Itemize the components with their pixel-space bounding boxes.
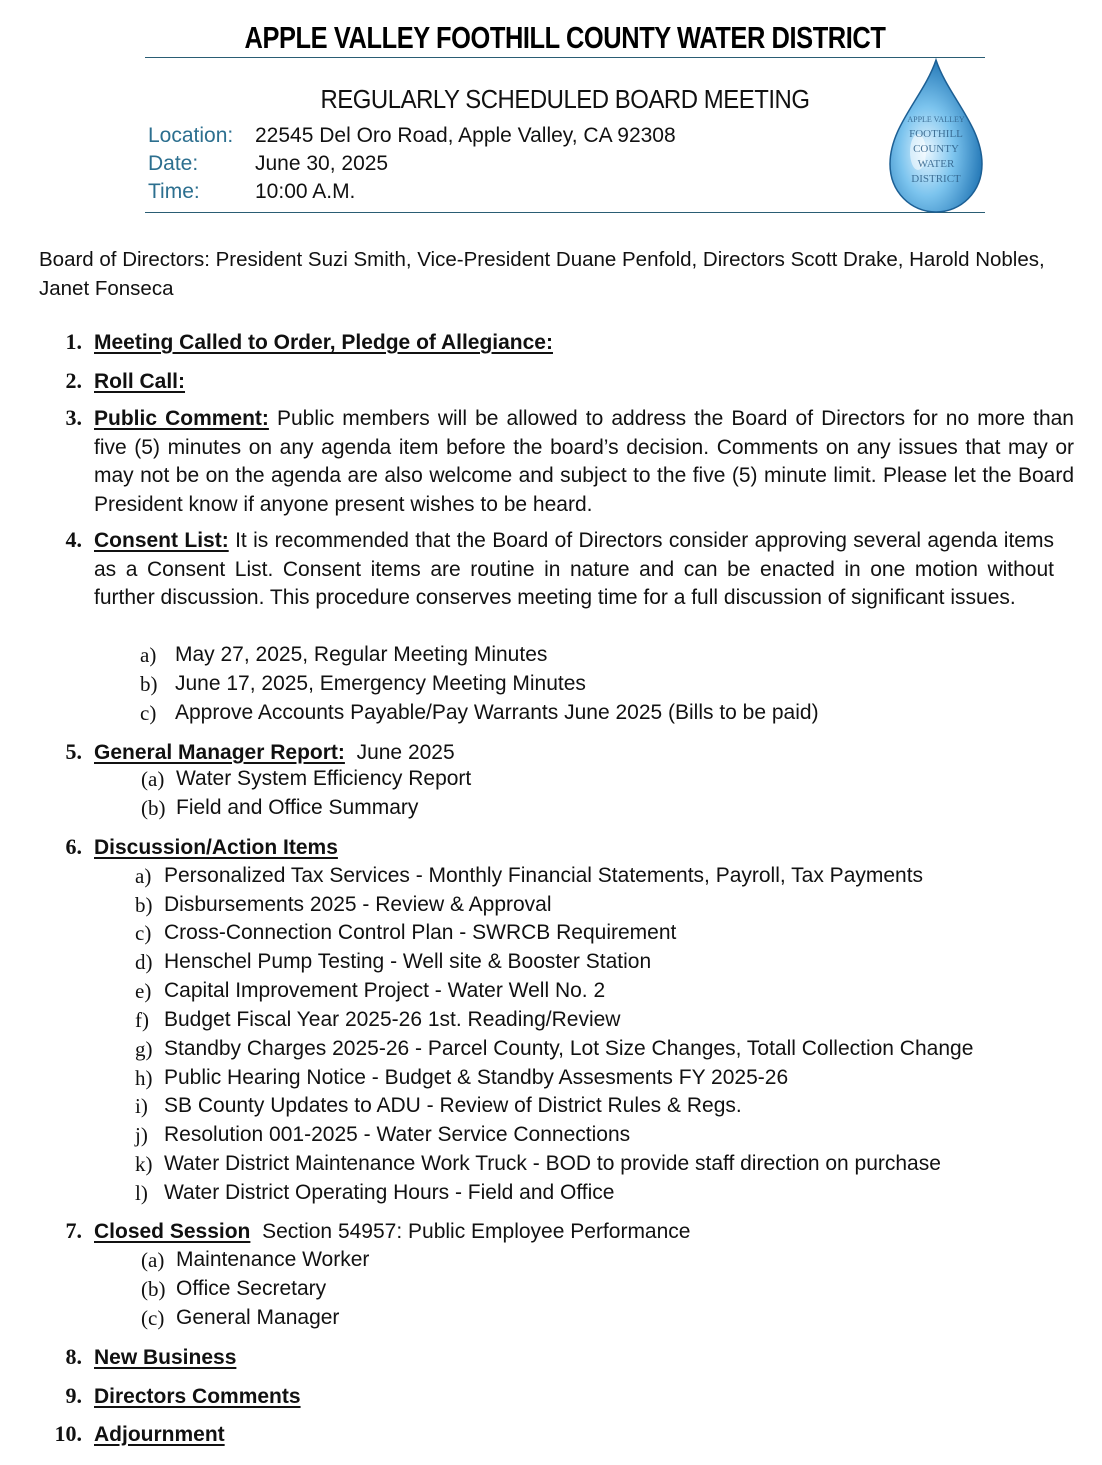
water-drop-logo — [884, 56, 988, 216]
sub-text: Public Hearing Notice - Budget & Standby Assesments FY 2025-26 — [164, 1066, 789, 1089]
sub-label: a) — [140, 643, 157, 667]
sub-text: Field and Office Summary — [176, 796, 419, 819]
sub-text: Disbursements 2025 - Review & Approval — [164, 893, 552, 916]
sub-label: b) — [140, 672, 158, 696]
item-title: Meeting Called to Order, Pledge of Allegiance: — [94, 331, 553, 354]
item-number: 9. — [65, 1383, 82, 1408]
sub-text: General Manager — [176, 1306, 340, 1329]
sub-text: Water System Efficiency Report — [176, 767, 472, 790]
sub-text: Approve Accounts Payable/Pay Warrants June 2025 (Bills to be paid) — [175, 701, 819, 724]
sub-text: SB County Updates to ADU - Review of District Rules & Regs. — [164, 1094, 742, 1117]
location-label: Location: — [148, 124, 234, 147]
item-body — [94, 368, 1074, 397]
sub-label: c) — [135, 921, 152, 945]
item-number: 7. — [65, 1218, 82, 1243]
logo-line-5: DISTRICT — [911, 173, 961, 185]
item-title: Public Comment: — [94, 407, 269, 430]
header-rule-bottom — [145, 212, 985, 213]
sub-text: Water District Operating Hours - Field and Office — [164, 1181, 615, 1204]
sub-text: Office Secretary — [176, 1277, 327, 1300]
item-title: Discussion/Action Items — [94, 836, 338, 859]
item-title: Adjournment — [94, 1423, 225, 1446]
sub-label: j) — [135, 1123, 148, 1147]
item-title: Closed Session — [94, 1220, 251, 1243]
item-body — [94, 1218, 1074, 1247]
time-value: 10:00 A.M. — [255, 180, 356, 203]
sub-text: Capital Improvement Project - Water Well No. 2 — [164, 979, 606, 1002]
item-body — [94, 527, 1054, 613]
item-body — [94, 329, 1074, 358]
item-number: 10. — [54, 1421, 82, 1446]
item-number: 3. — [65, 405, 82, 430]
sub-label: l) — [135, 1181, 148, 1205]
sub-text: June 17, 2025, Emergency Meeting Minutes — [175, 672, 586, 695]
sub-label: h) — [135, 1066, 153, 1090]
item-title: New Business — [94, 1346, 237, 1369]
sub-label: d) — [135, 950, 153, 974]
sub-label: (b) — [141, 1277, 166, 1301]
item-text: Public members will be allowed to address the Board of Directors for no more than five (5) minutes on any agenda item before the board’s decision. Comments on any issues that may or may not be on the agenda are also welcome and subject to the five (5) minute limit. Please let the Board President know if anyone present wishes to be heard. — [94, 407, 1074, 516]
time-label: Time: — [148, 180, 200, 203]
item-text: It is recommended that the Board of Directors consider approving several agenda items as a Consent List. Consent items are routine in nature and can be enacted in one motion without further discussion. This procedure conserves meeting time for a full discussion of significant issues. — [94, 529, 1054, 609]
logo-line-1: APPLE VALLEY — [907, 115, 965, 124]
sub-label: e) — [135, 979, 152, 1003]
sub-label: i) — [135, 1094, 148, 1118]
sub-label: a) — [135, 864, 152, 888]
item-number: 5. — [65, 739, 82, 764]
item-number: 4. — [65, 527, 82, 552]
district-title: APPLE VALLEY FOOTHILL COUNTY WATER DISTRICT — [244, 20, 886, 55]
item-text: June 2025 — [356, 741, 455, 764]
date-label: Date: — [148, 152, 199, 175]
sub-label: g) — [135, 1037, 153, 1061]
header-rule-top — [145, 57, 985, 58]
item-title: Consent List: — [94, 529, 229, 552]
sub-label: (c) — [141, 1306, 165, 1330]
sub-text: Budget Fiscal Year 2025-26 1st. Reading/Review — [164, 1008, 621, 1031]
sub-text: Cross-Connection Control Plan - SWRCB Requirement — [164, 921, 677, 944]
sub-text: May 27, 2025, Regular Meeting Minutes — [175, 643, 548, 666]
sub-label: k) — [135, 1152, 153, 1176]
item-body — [94, 1383, 1074, 1412]
item-title: Roll Call: — [94, 370, 186, 393]
sub-label: c) — [140, 701, 157, 725]
meeting-title: REGULARLY SCHEDULED BOARD MEETING — [320, 84, 810, 114]
sub-label: f) — [135, 1008, 149, 1032]
sub-text: Personalized Tax Services - Monthly Financial Statements, Payroll, Tax Payments — [164, 864, 924, 887]
item-number: 2. — [65, 368, 82, 393]
logo-line-4: WATER — [917, 158, 955, 170]
sub-label: (a) — [141, 767, 165, 791]
location-value: 22545 Del Oro Road, Apple Valley, CA 92308 — [255, 124, 676, 147]
sub-text: Water District Maintenance Work Truck - BOD to provide staff direction on purchase — [164, 1152, 941, 1175]
logo-line-2: FOOTHILL — [909, 128, 963, 140]
item-body — [94, 1344, 1074, 1373]
sub-text: Maintenance Worker — [176, 1248, 370, 1271]
sub-label: b) — [135, 893, 153, 917]
item-body — [94, 834, 1074, 863]
item-body — [94, 1421, 1074, 1450]
board-of-directors: Board of Directors: President Suzi Smith, Vice-President Duane Penfold, Directors Scott Drake, Harold Nobles, Janet Fonseca — [39, 248, 1045, 300]
item-number: 6. — [65, 834, 82, 859]
item-title: General Manager Report: — [94, 741, 345, 764]
item-number: 1. — [65, 329, 82, 354]
sub-label: (b) — [141, 796, 166, 820]
sub-label: (a) — [141, 1248, 165, 1272]
sub-text: Henschel Pump Testing - Well site & Booster Station — [164, 950, 652, 973]
item-title: Directors Comments — [94, 1385, 301, 1408]
item-body — [94, 405, 1074, 519]
sub-text: Standby Charges 2025-26 - Parcel County, Lot Size Changes, Totall Collection Change — [164, 1037, 974, 1060]
date-value: June 30, 2025 — [255, 152, 389, 175]
sub-text: Resolution 001-2025 - Water Service Connections — [164, 1123, 631, 1146]
logo-line-3: COUNTY — [913, 143, 959, 155]
item-text: Section 54957: Public Employee Performance — [262, 1220, 691, 1243]
item-number: 8. — [65, 1344, 82, 1369]
item-body — [94, 739, 1074, 768]
